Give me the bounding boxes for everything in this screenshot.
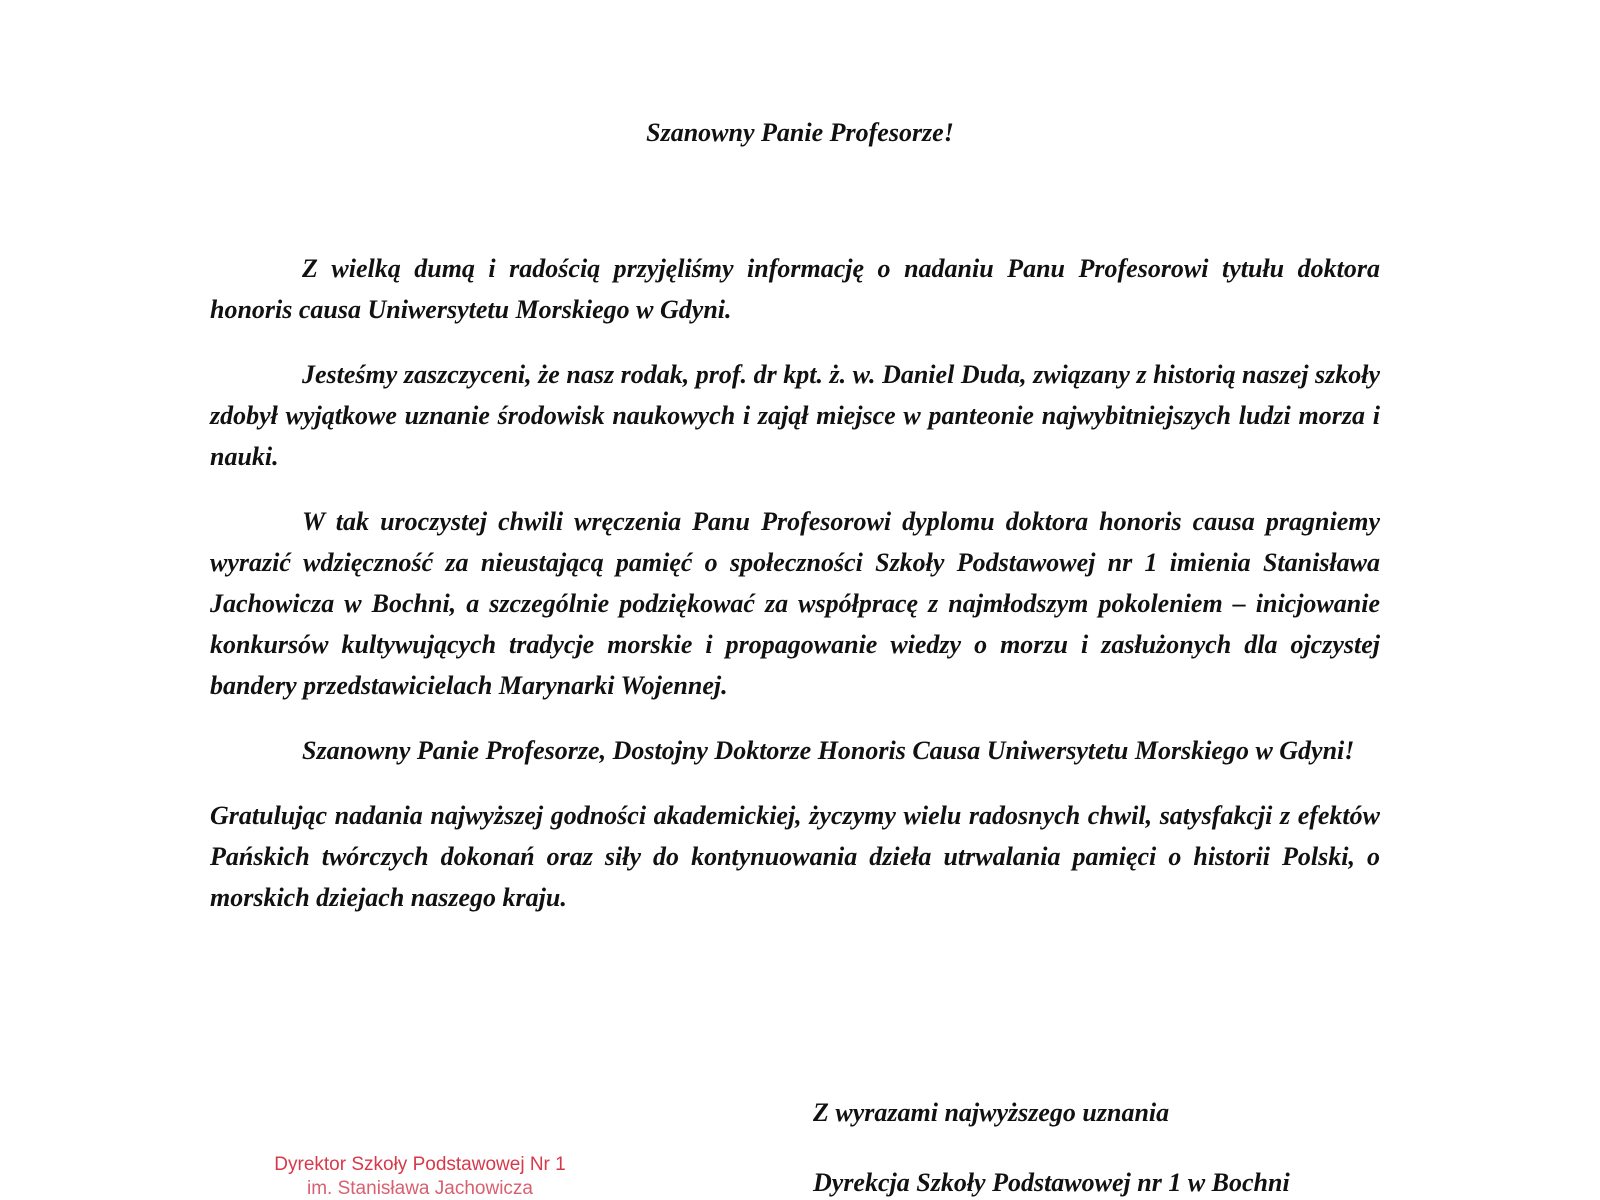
- paragraph-honor: Jesteśmy zaszczyceni, że nasz rodak, prof. dr kpt. ż. w. Daniel Duda, związany z historią naszej szkoły zdobył wyjątkowe uznanie środowisk naukowych i zajął miejsce w panteonie najwybitniejszych ludzi morza i nauki.: [210, 360, 1380, 471]
- letter-body: [210, 248, 1380, 942]
- closing-phrase: Z wyrazami najwyższego uznania: [813, 1098, 1170, 1127]
- director-stamp: [220, 1153, 620, 1200]
- stamp-line-patron: im. Stanisława Jachowicza: [307, 1178, 533, 1199]
- signature-organization: Dyrekcja Szkoły Podstawowej nr 1 w Bochni: [813, 1168, 1290, 1197]
- stamp-line-title: Dyrektor Szkoły Podstawowej Nr 1: [274, 1154, 566, 1175]
- paragraph-gratitude: W tak uroczystej chwili wręczenia Panu Profesorowi dyplomu doktora honoris causa pragniemy wyrazić wdzięczność za nieustającą pamięć o społeczności Szkoły Podstawowej nr 1 imienia Stanisława Jachowicza w Bochni, a szczególnie podziękować za współpracę z najmłodszym pokoleniem – inicjowanie konkursów kultywujących tradycje morskie i propagowanie wiedzy o morzu i zasłużonych dla ojczystej bandery przedstawicielach Marynarki Wojennej.: [210, 507, 1380, 700]
- salutation: Szanowny Panie Profesorze!: [646, 118, 954, 147]
- paragraph-congratulation: Z wielką dumą i radością przyjęliśmy informację o nadaniu Panu Profesorowi tytułu doktora honoris causa Uniwersytetu Morskiego w Gdyni.: [210, 254, 1380, 324]
- paragraph-address: Szanowny Panie Profesorze, Dostojny Doktorze Honoris Causa Uniwersytetu Morskiego w Gdyni!: [302, 736, 1355, 765]
- paragraph-wishes: Gratulując nadania najwyższej godności akademickiej, życzymy wielu radosnych chwil, satysfakcji z efektów Pańskich twórczych dokonań oraz siły do kontynuowania dzieła utrwalania pamięci o historii Polski, o morskich dziejach naszego kraju.: [210, 801, 1380, 912]
